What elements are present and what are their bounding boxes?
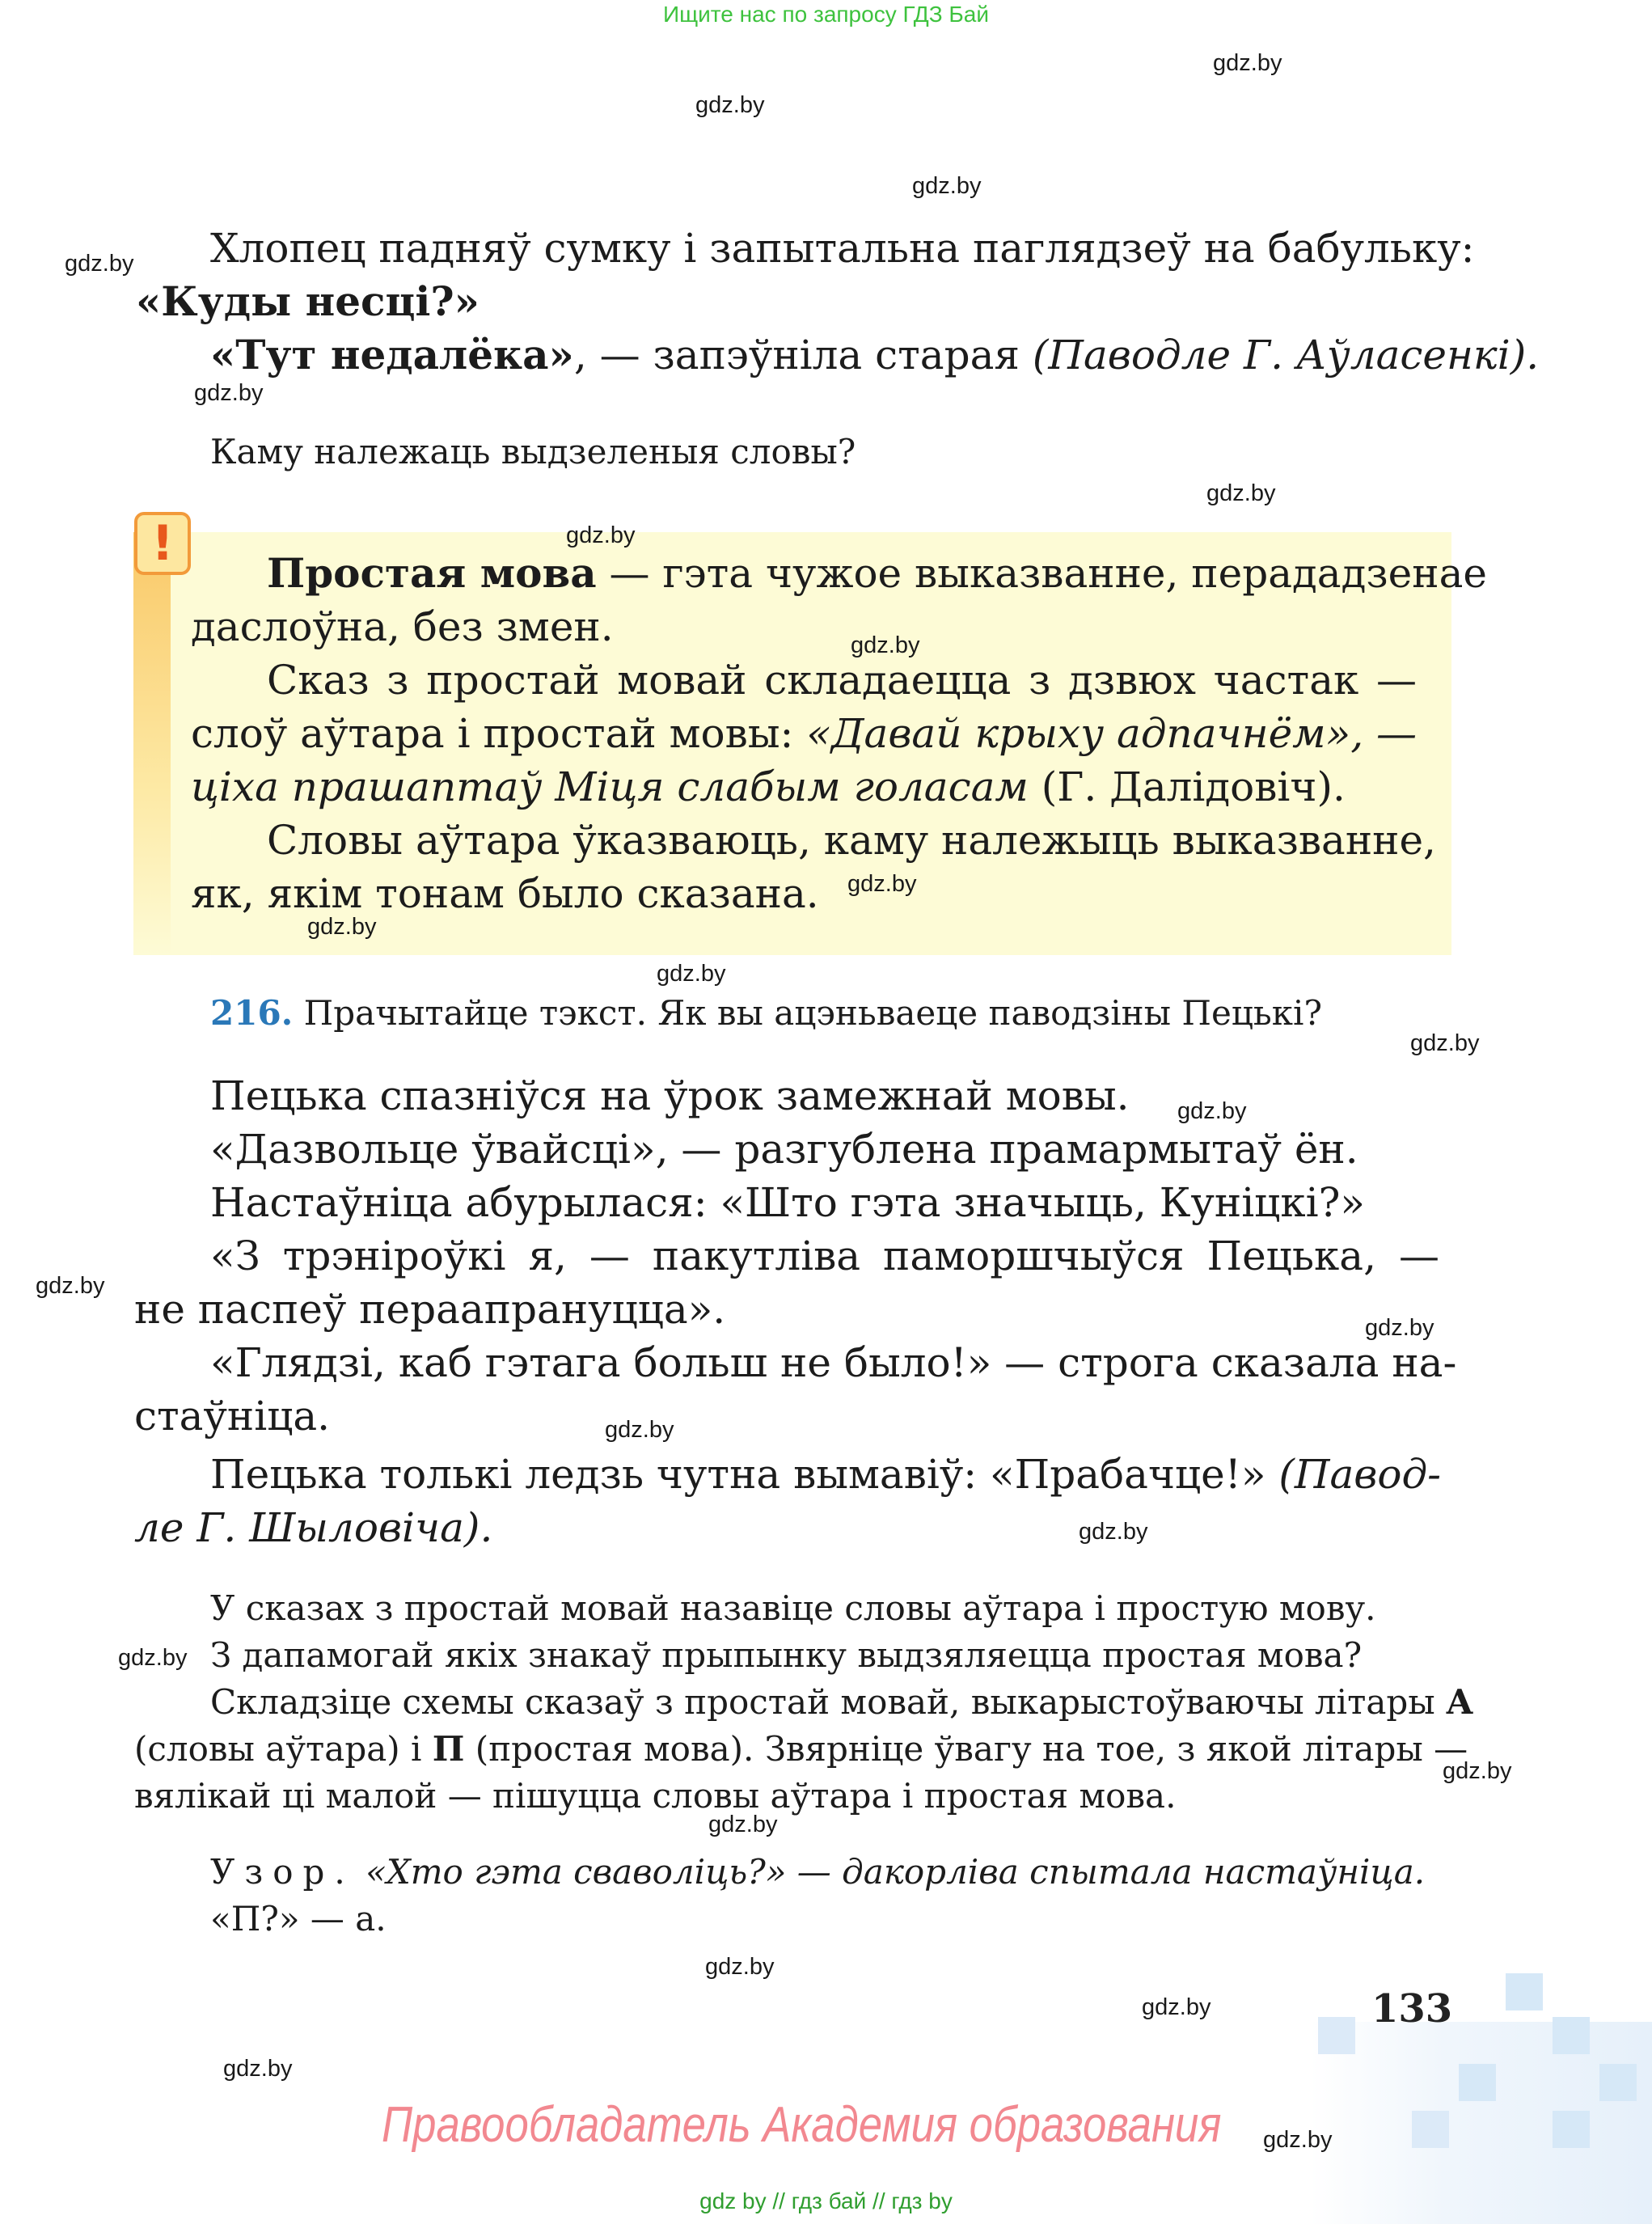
story-text: Пецька толькі ледзь чутна вымавіў: «Прабачце!» <box>210 1451 1279 1498</box>
rule-example: ціха прашаптаў Міця слабым голасам <box>191 763 1029 810</box>
letter-p: П <box>432 1729 465 1769</box>
story-line: Настаўніца абурылася: «Што гэта значыць, Куніцкі?» <box>210 1179 1365 1226</box>
question-text-part: (словы аўтара) і <box>134 1729 433 1769</box>
watermark: gdz.by <box>695 92 765 118</box>
watermark: gdz.by <box>118 1645 188 1671</box>
watermark: gdz.by <box>65 251 134 277</box>
rule-line-6: Словы аўтара ўказваюць, каму належыць выказванне, <box>267 817 1436 864</box>
quote-text: , — запэўніла старая <box>573 332 1033 378</box>
corner-decoration <box>1553 2017 1590 2054</box>
watermark: gdz.by <box>1079 1519 1148 1545</box>
rule-line-4 <box>191 707 1417 760</box>
story-line: стаўніца. <box>134 1393 331 1440</box>
letter-a: А <box>1446 1682 1474 1722</box>
watermark: gdz.by <box>1365 1315 1434 1341</box>
sample-sentence: «Хто гэта сваволіць?» — дакорліва спытала настаўніца. <box>354 1852 1426 1892</box>
watermark: gdz.by <box>566 522 636 548</box>
watermark: gdz.by <box>307 914 377 940</box>
rule-line-5 <box>191 760 1346 814</box>
story-line: «З трэніроўкі я, — пакутліва паморшчыўся Пецька, — <box>210 1233 1439 1279</box>
corner-decoration <box>1412 2111 1449 2148</box>
bottom-links[interactable]: gdz by // гдз бай // гдз by <box>699 2188 953 2213</box>
top-banner-link[interactable]: Ищите нас по запросу ГДЗ Бай <box>662 2 990 27</box>
quote-line-3 <box>210 328 1539 382</box>
source-attribution: ле Г. Шыловіча). <box>134 1504 493 1551</box>
question-text: Каму належаць выдзеленыя словы? <box>210 432 856 471</box>
story-line: «Глядзі, каб гэтага больш не было!» — строга сказала на- <box>210 1339 1457 1386</box>
rule-text: слоў аўтара і простай мовы: <box>191 710 807 757</box>
rule-line-1 <box>267 547 1487 600</box>
quote-line-1: Хлопец падняў сумку і запытальна паглядзеў на бабульку: <box>210 225 1475 272</box>
corner-decoration <box>1459 2064 1496 2101</box>
watermark: gdz.by <box>851 632 920 658</box>
sample-line <box>210 1849 1425 1896</box>
exercise-task: Прачытайце тэкст. Як вы ацэньваеце паводзіны Пецькі? <box>293 993 1322 1033</box>
watermark: gdz.by <box>194 380 264 406</box>
watermark: gdz.by <box>657 961 726 987</box>
rule-term: Простая мова <box>267 549 597 597</box>
exercise-number: 216. <box>210 993 294 1033</box>
rule-definition: — гэта чужое выказванне, перададзенае <box>596 550 1487 597</box>
question-text <box>134 1726 1468 1773</box>
rule-line-3: Сказ з простай мовай складаецца з дзвюх частак — <box>267 657 1417 704</box>
watermark: gdz.by <box>708 1812 778 1837</box>
corner-decoration <box>1599 2064 1637 2101</box>
exclamation-icon: ! <box>134 512 191 575</box>
watermark: gdz.by <box>1206 480 1276 506</box>
rule-line-2: даслоўна, без змен. <box>191 603 614 650</box>
watermark: gdz.by <box>605 1417 674 1443</box>
watermark: gdz.by <box>912 173 982 199</box>
question-text: З дапамогай якіх знакаў прыпынку выдзяляецца простая мова? <box>210 1635 1363 1675</box>
source-attribution: (Павод- <box>1278 1451 1442 1498</box>
story-line: не паспеў пераапрануцца». <box>134 1286 726 1333</box>
rule-example: «Давай крыху адпачнём», — <box>806 710 1417 757</box>
question-text <box>210 1679 1474 1726</box>
source-attribution: (Паводле Г. Аўласенкі). <box>1032 332 1540 378</box>
sample-label: Узор. <box>210 1852 355 1892</box>
copyright-notice: Правообладатель Академия образования <box>382 2097 1222 2153</box>
rule-example-source: (Г. Далідовіч). <box>1028 763 1346 810</box>
story-line: «Дазвольце ўвайсці», — разгублена прамармытаў ён. <box>210 1126 1358 1173</box>
exercise-heading <box>210 990 1322 1037</box>
rule-line-7: як, якім тонам было сказана. <box>191 870 819 917</box>
corner-decoration <box>1318 2017 1355 2054</box>
watermark: gdz.by <box>847 871 917 897</box>
watermark: gdz.by <box>223 2056 293 2082</box>
corner-decoration <box>1506 1973 1543 2010</box>
question-text-part: Складзіце схемы сказаў з простай мовай, выкарыстоўваючы літары <box>210 1682 1447 1722</box>
question-text-part: (простая мова). Звярніце ўвагу на тое, з якой літары — <box>464 1729 1468 1769</box>
question-text: вялікай ці малой — пішуцца словы аўтара і простая мова. <box>134 1776 1177 1816</box>
watermark: gdz.by <box>1443 1758 1512 1784</box>
watermark: gdz.by <box>1213 50 1282 76</box>
watermark: gdz.by <box>1410 1030 1480 1056</box>
quote-line-2: «Куды несці?» <box>136 277 480 325</box>
story-line: Пецька спазніўся на ўрок замежнай мовы. <box>210 1072 1130 1119</box>
rule-box-accent-bar <box>133 532 171 955</box>
watermark: gdz.by <box>1263 2127 1333 2153</box>
corner-decoration <box>1553 2111 1590 2148</box>
watermark: gdz.by <box>1142 1994 1211 2020</box>
sample-scheme: «П?» — а. <box>210 1899 387 1939</box>
question-text: У сказах з простай мовай назавіце словы аўтара і простую мову. <box>210 1588 1376 1628</box>
story-line <box>210 1448 1442 1501</box>
watermark: gdz.by <box>36 1273 105 1299</box>
highlighted-words: «Тут недалёка» <box>210 331 574 378</box>
page-number: 133 <box>1371 1986 1453 2032</box>
watermark: gdz.by <box>1177 1098 1247 1124</box>
watermark: gdz.by <box>705 1954 775 1980</box>
